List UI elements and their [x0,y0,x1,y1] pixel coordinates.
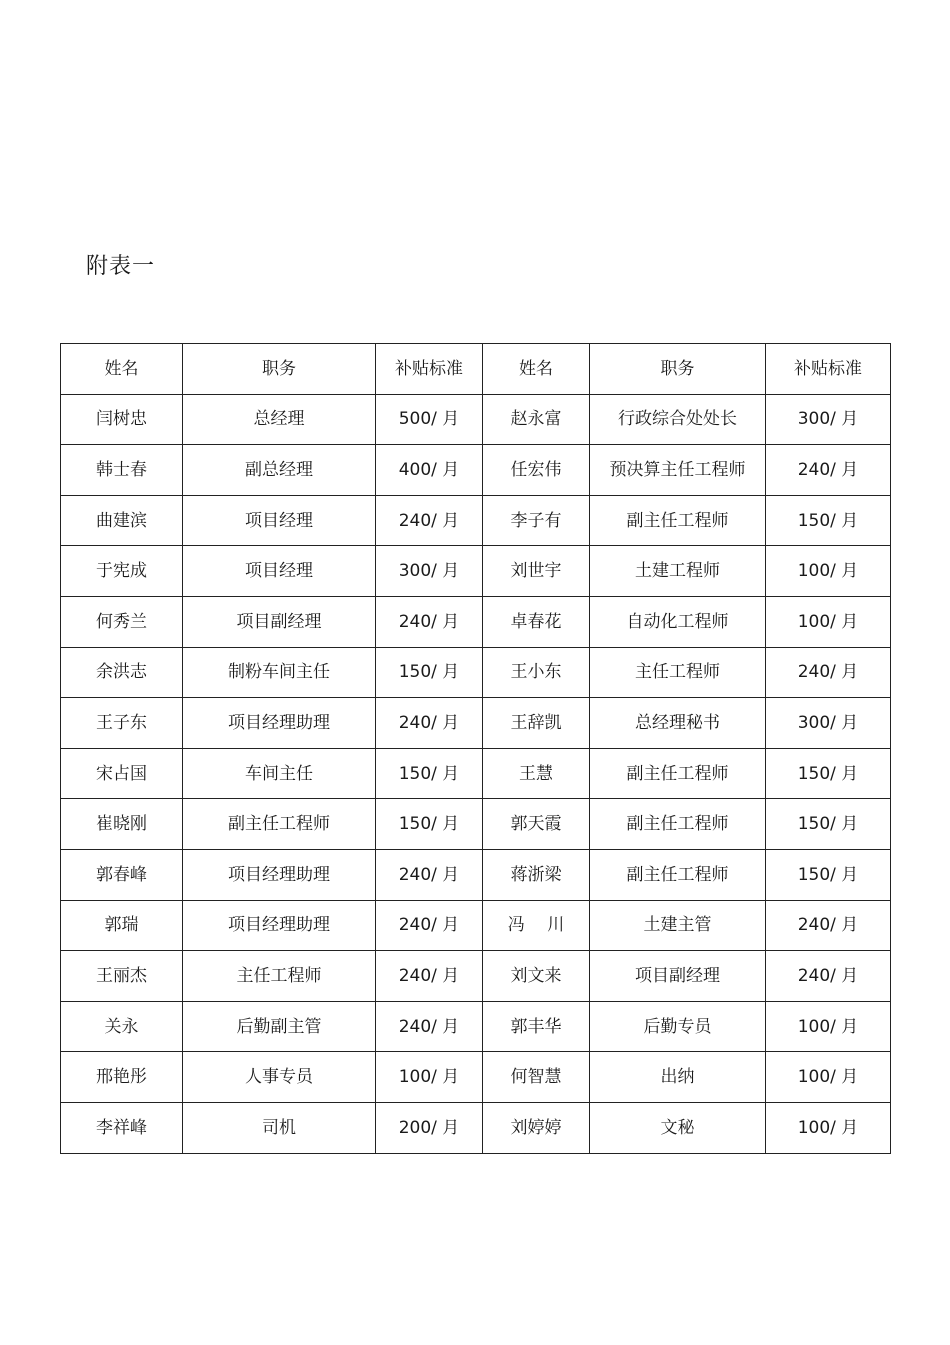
header-cell-name: 姓名 [61,344,183,395]
table-row [61,900,891,951]
subsidy-cell: 240/ 月 [376,951,483,1002]
table-row [61,799,891,850]
position-cell: 项目经理 [183,546,376,597]
subsidy-cell: 500/ 月 [376,394,483,445]
header-cell-name: 姓名 [483,344,590,395]
table-row [61,546,891,597]
subsidy-cell: 150/ 月 [766,849,891,900]
name-cell: 崔晓刚 [61,799,183,850]
position-cell: 总经理 [183,394,376,445]
table-row [61,1001,891,1052]
name-cell: 刘文来 [483,951,590,1002]
position-cell: 司机 [183,1102,376,1153]
name-cell: 冯 川 [483,900,590,951]
header-cell-position: 职务 [183,344,376,395]
name-cell: 郭春峰 [61,849,183,900]
table-row [61,698,891,749]
name-cell: 王丽杰 [61,951,183,1002]
position-cell: 人事专员 [183,1052,376,1103]
name-cell: 王子东 [61,698,183,749]
subsidy-cell: 400/ 月 [376,445,483,496]
subsidy-cell: 100/ 月 [766,1001,891,1052]
name-cell: 蒋浙梁 [483,849,590,900]
name-cell: 李子有 [483,495,590,546]
position-cell: 自动化工程师 [590,596,766,647]
name-cell: 李祥峰 [61,1102,183,1153]
position-cell: 副主任工程师 [590,748,766,799]
position-cell: 副主任工程师 [590,799,766,850]
position-cell: 项目副经理 [590,951,766,1002]
name-cell: 郭瑞 [61,900,183,951]
position-cell: 预决算主任工程师 [590,445,766,496]
name-cell: 王小东 [483,647,590,698]
table-row [61,495,891,546]
subsidy-cell: 150/ 月 [766,495,891,546]
position-cell: 项目经理 [183,495,376,546]
position-cell: 项目经理助理 [183,698,376,749]
subsidy-cell: 240/ 月 [376,698,483,749]
subsidy-table [60,343,891,1154]
name-cell: 郭天霞 [483,799,590,850]
name-cell: 何秀兰 [61,596,183,647]
name-cell: 赵永富 [483,394,590,445]
subsidy-cell: 240/ 月 [376,900,483,951]
position-cell: 后勤副主管 [183,1001,376,1052]
table-row [61,1052,891,1103]
position-cell: 副主任工程师 [590,849,766,900]
name-cell: 任宏伟 [483,445,590,496]
subsidy-cell: 300/ 月 [766,698,891,749]
position-cell: 主任工程师 [183,951,376,1002]
subsidy-cell: 150/ 月 [376,799,483,850]
subsidy-cell: 240/ 月 [766,647,891,698]
subsidy-cell: 150/ 月 [376,647,483,698]
name-cell: 宋占国 [61,748,183,799]
table-row [61,647,891,698]
subsidy-cell: 150/ 月 [766,799,891,850]
table-row [61,849,891,900]
position-cell: 出纳 [590,1052,766,1103]
header-cell-subsidy: 补贴标准 [376,344,483,395]
table-row [61,951,891,1002]
subsidy-cell: 240/ 月 [766,951,891,1002]
name-cell: 关永 [61,1001,183,1052]
subsidy-cell: 240/ 月 [376,1001,483,1052]
table-header-row [61,344,891,395]
subsidy-cell: 240/ 月 [766,445,891,496]
position-cell: 土建工程师 [590,546,766,597]
table-row [61,445,891,496]
name-cell: 邢艳彤 [61,1052,183,1103]
position-cell: 行政综合处处长 [590,394,766,445]
table-row [61,1102,891,1153]
subsidy-cell: 100/ 月 [766,546,891,597]
name-cell: 韩士春 [61,445,183,496]
table-row [61,394,891,445]
position-cell: 项目经理助理 [183,849,376,900]
position-cell: 副主任工程师 [590,495,766,546]
position-cell: 土建主管 [590,900,766,951]
name-cell: 闫树忠 [61,394,183,445]
position-cell: 副主任工程师 [183,799,376,850]
subsidy-cell: 150/ 月 [766,748,891,799]
position-cell: 副总经理 [183,445,376,496]
subsidy-cell: 240/ 月 [376,849,483,900]
name-cell: 于宪成 [61,546,183,597]
position-cell: 主任工程师 [590,647,766,698]
position-cell: 文秘 [590,1102,766,1153]
name-cell: 余洪志 [61,647,183,698]
subsidy-cell: 100/ 月 [766,1102,891,1153]
subsidy-cell: 100/ 月 [766,596,891,647]
name-cell: 何智慧 [483,1052,590,1103]
name-cell: 王辞凯 [483,698,590,749]
position-cell: 项目副经理 [183,596,376,647]
position-cell: 后勤专员 [590,1001,766,1052]
table-row [61,596,891,647]
subsidy-cell: 300/ 月 [376,546,483,597]
name-cell: 曲建滨 [61,495,183,546]
position-cell: 车间主任 [183,748,376,799]
position-cell: 制粉车间主任 [183,647,376,698]
subsidy-cell: 100/ 月 [766,1052,891,1103]
header-cell-position: 职务 [590,344,766,395]
name-cell: 王慧 [483,748,590,799]
name-cell: 刘世宇 [483,546,590,597]
subsidy-cell: 300/ 月 [766,394,891,445]
header-cell-subsidy: 补贴标准 [766,344,891,395]
name-cell: 刘婷婷 [483,1102,590,1153]
subsidy-cell: 200/ 月 [376,1102,483,1153]
subsidy-cell: 150/ 月 [376,748,483,799]
table-row [61,748,891,799]
subsidy-cell: 240/ 月 [766,900,891,951]
position-cell: 项目经理助理 [183,900,376,951]
position-cell: 总经理秘书 [590,698,766,749]
page-title: 附表一 [86,254,156,279]
subsidy-cell: 240/ 月 [376,596,483,647]
name-cell: 郭丰华 [483,1001,590,1052]
name-cell: 卓春花 [483,596,590,647]
subsidy-cell: 100/ 月 [376,1052,483,1103]
subsidy-cell: 240/ 月 [376,495,483,546]
